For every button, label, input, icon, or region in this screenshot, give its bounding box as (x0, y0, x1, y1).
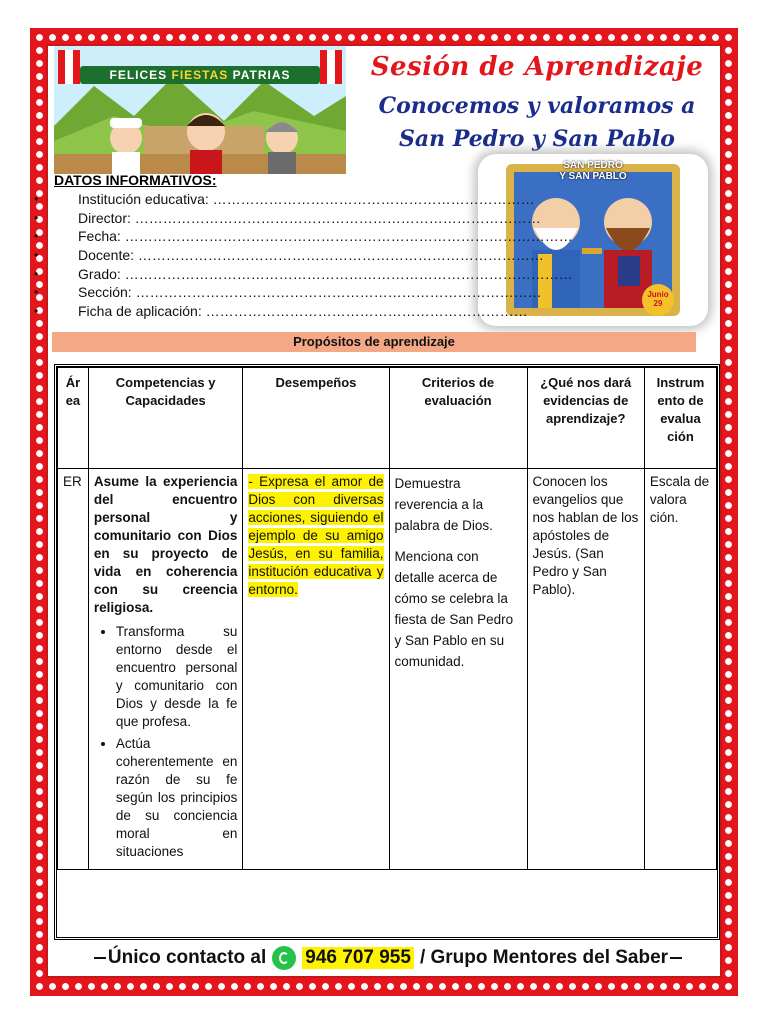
header-evidencias: ¿Qué nos dará evidencias de aprendizaje? (527, 368, 644, 469)
header-criterios: Criterios de evaluación (389, 368, 527, 469)
cell-desempenos (243, 469, 389, 870)
competencia-text: Asume la experiencia del encuentro personal y comunitario con Dios en su proyecto de vida en coherencia con su creencia religiosa. (93, 474, 238, 615)
capacidades-list (94, 623, 237, 861)
bullet-icon: • (34, 266, 39, 281)
criterio-item: Demuestra reverencia a la palabra de Dios. (394, 476, 493, 533)
header-desempenos: Desempeños (243, 368, 389, 469)
capacidad-item: • Transforma su entorno desde el encuentro personal y comunitario con Dios y desde la fe que profesa. (116, 623, 237, 731)
datos-informativos-title: DATOS INFORMATIVOS: (54, 172, 217, 188)
criterio-item: Menciona con detalle acerca de cómo se celebra la fiesta de San Pedro y San Pablo en su comunidad. (394, 549, 514, 669)
datos-item-director: • Director: …………………………………………………………………………… (34, 209, 541, 226)
page-title: Sesión de Aprendizaje (370, 52, 704, 82)
header-competencias: Competencias y Capacidades (88, 368, 242, 469)
datos-item-seccion: • Sección: …………………………………………………………………………… (34, 284, 542, 301)
propositos-table (54, 364, 720, 940)
banner-label: FELICES FIESTAS PATRIAS (80, 66, 320, 84)
datos-item-docente: • Docente: …………………………………………………………………………… (34, 247, 544, 264)
cell-evidencias: Conocen los evangelios que nos hablan de los apóstoles de Jesús. (San Pedro y San Pablo). (527, 469, 644, 870)
propositos-bar: Propósitos de aprendizaje (52, 332, 696, 352)
header-instrumento: Instrum ento de evalua ción (644, 368, 716, 469)
datos-item-ficha: • Ficha de aplicación: …………………………………………………………… (34, 303, 528, 320)
bullet-icon: • (34, 192, 39, 206)
bullet-icon: • (34, 229, 39, 244)
fiestas-patrias-illustration (54, 46, 346, 174)
bullet-icon: • (34, 248, 39, 263)
bullet-icon: • (34, 210, 39, 225)
subtitle-line-2: San Pedro y San Pablo (399, 126, 675, 152)
saints-date-badge: Junio 29 (647, 290, 669, 308)
learning-table (57, 367, 717, 870)
header-area: Ár ea (58, 368, 89, 469)
datos-item-grado: • Grado: …………………………………………………………………………………… (34, 265, 573, 282)
cell-criterios (389, 469, 527, 870)
highlighted-desempeno: - Expresa el amor de Dios con diversas acciones, siguiendo el ejemplo de su amigo Jesús, en su familia, institución educativa y entorno. (248, 474, 384, 597)
desempeno-text (248, 473, 383, 599)
contact-footer (58, 942, 718, 974)
bullet-icon: • (34, 285, 39, 300)
contact-phone[interactable]: 946 707 955 (302, 947, 414, 969)
cell-competencias (88, 469, 242, 870)
bullet-icon: • (34, 304, 39, 319)
table-row (58, 469, 717, 870)
dash-decoration (670, 957, 682, 959)
subtitle-line-1: Conocemos y valoramos a (378, 93, 696, 119)
dash-decoration (94, 957, 106, 959)
cell-area: ER (58, 469, 89, 870)
datos-item-institucion: • Institución educativa: …………………………………………………………… (34, 191, 535, 207)
cell-instrumento: Escala de valora ción. (644, 469, 716, 870)
datos-item-fecha: • Fecha: …………………………………………………………………………………… (34, 228, 573, 245)
whatsapp-icon (272, 946, 296, 970)
datos-informativos-list (34, 190, 573, 321)
footer-lead: Único contacto al (107, 947, 267, 968)
table-header-row (58, 368, 717, 469)
saints-caption: SAN PEDRO Y SAN PABLO (559, 160, 627, 182)
page-subtitle (352, 90, 722, 156)
footer-tail: / Grupo Mentores del Saber (419, 947, 669, 968)
capacidad-item: • Actúa coherentemente en razón de su fe según los principios de su conciencia moral en situaciones (116, 735, 237, 861)
